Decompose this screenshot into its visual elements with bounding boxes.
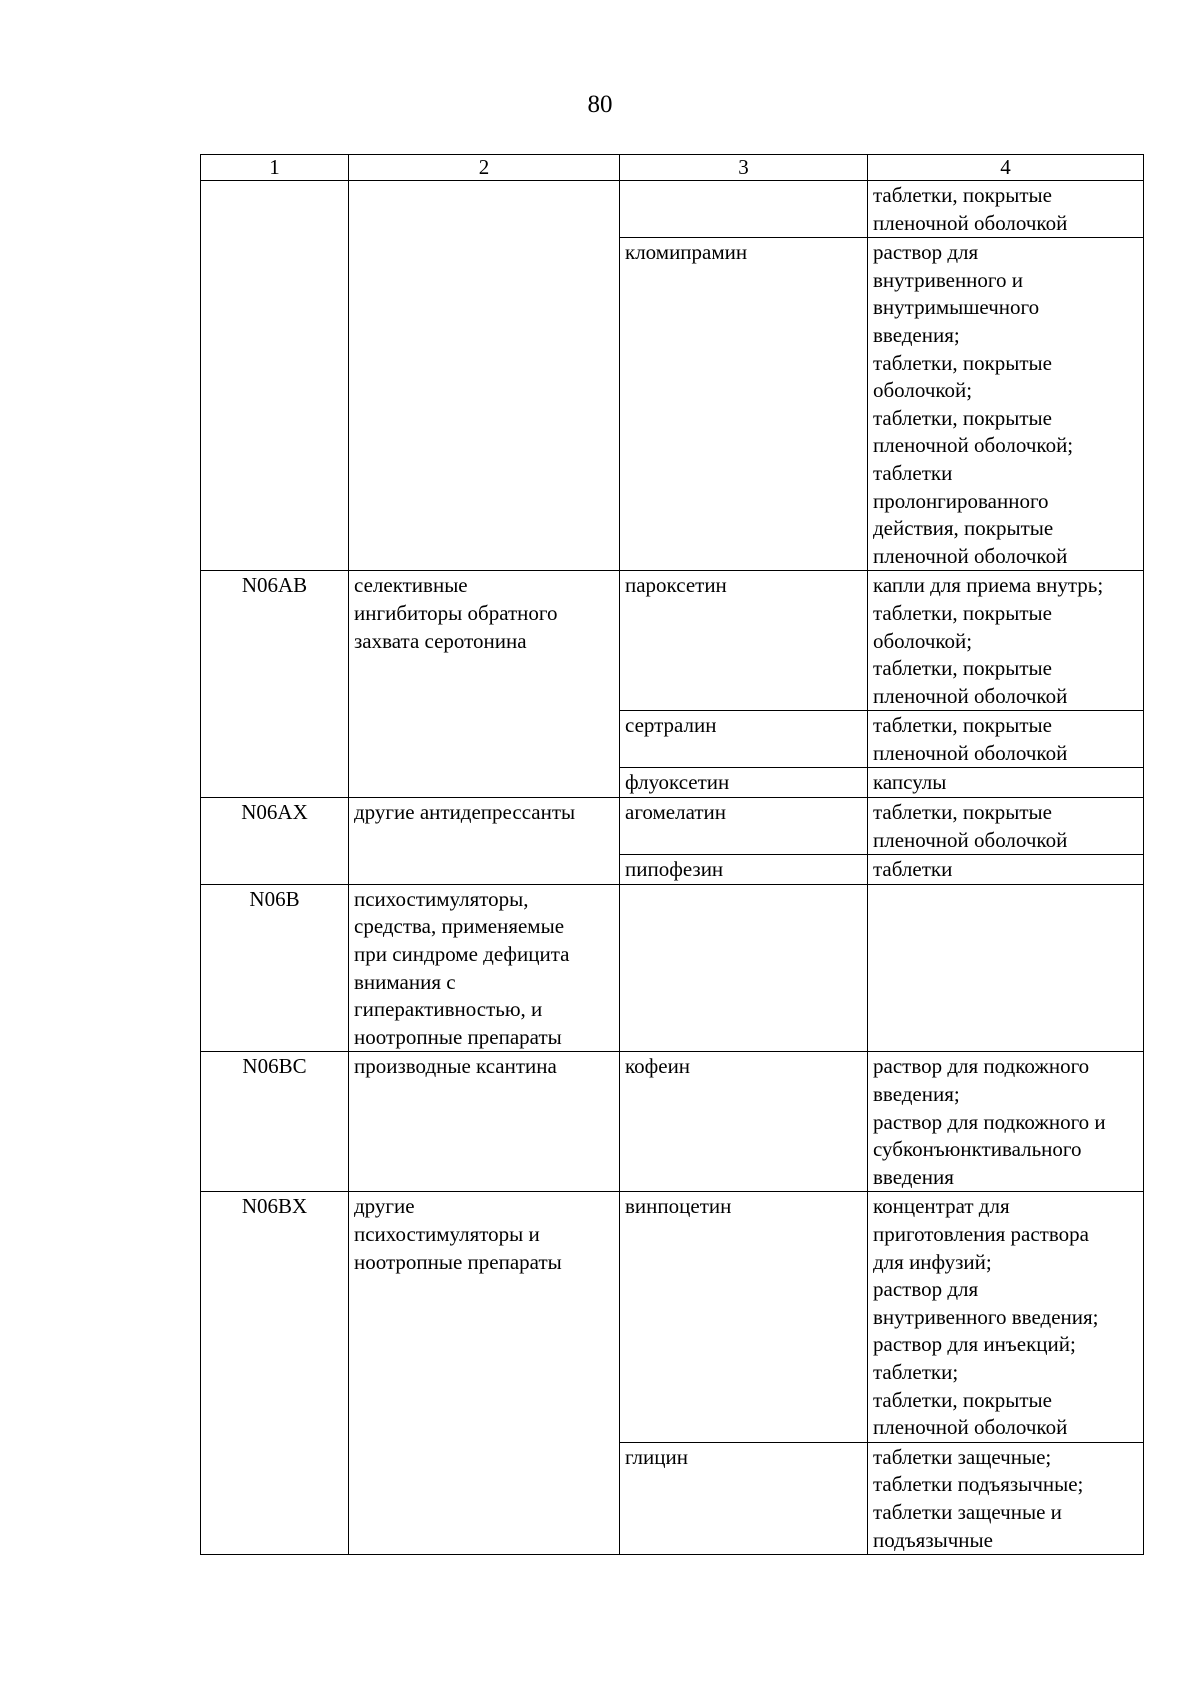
table-body — [201, 155, 1144, 1555]
dosage-form-line: таблетки, покрытые — [873, 800, 1052, 825]
dosage-form-line: таблетки защечные; — [873, 1444, 1052, 1469]
atc-code-cell: N06AB — [201, 571, 349, 798]
dosage-form-line: таблетки, покрытые — [873, 713, 1052, 738]
dosage-form-line: капли для приема внутрь; — [873, 573, 1104, 598]
dosage-form-cell — [868, 711, 1144, 768]
atc-code-cell: N06BX — [201, 1192, 349, 1555]
dosage-form-line: внутримышечного — [873, 295, 1040, 320]
dosage-form-line: действия, покрытые — [873, 516, 1054, 541]
dosage-form-line: пленочной оболочкой — [873, 740, 1068, 765]
group-name-line: другие антидепрессанты — [354, 800, 576, 825]
dosage-form-line: пленочной оболочкой — [873, 543, 1068, 568]
atc-code-cell: N06AX — [201, 798, 349, 885]
dosage-form-line: таблетки, покрытые — [873, 656, 1052, 681]
drug-name-cell: сертралин — [620, 711, 868, 768]
dosage-form-line: пленочной оболочкой; — [873, 433, 1074, 458]
dosage-form-line: таблетки, покрытые — [873, 350, 1052, 375]
dosage-form-line: таблетки — [873, 857, 953, 882]
dosage-form-line: оболочкой; — [873, 378, 973, 403]
group-name-line: средства, применяемые — [354, 914, 565, 939]
table-row — [201, 181, 1144, 238]
dosage-form-cell — [868, 571, 1144, 711]
column-header-3: 3 — [620, 155, 868, 181]
group-name-line: гиперактивностью, и — [354, 997, 543, 1022]
dosage-form-line: концентрат для — [873, 1194, 1010, 1219]
dosage-form-line: введения; — [873, 322, 960, 347]
dosage-form-line: введения — [873, 1164, 954, 1189]
group-name-cell — [349, 571, 620, 798]
table-row — [201, 1052, 1144, 1192]
group-name-cell — [349, 1192, 620, 1555]
dosage-form-line: раствор для подкожного — [873, 1054, 1090, 1079]
dosage-form-line: субконъюнктивального — [873, 1137, 1082, 1162]
dosage-form-line: приготовления раствора — [873, 1221, 1089, 1246]
group-name-line: ноотропные препараты — [354, 1249, 562, 1274]
dosage-form-cell — [868, 768, 1144, 798]
dosage-form-line: внутривенного и — [873, 267, 1023, 292]
table-header-row — [201, 155, 1144, 181]
group-name-line: при синдроме дефицита — [354, 942, 570, 967]
column-header-1: 1 — [201, 155, 349, 181]
drug-name-cell — [620, 884, 868, 1052]
dosage-form-line: введения; — [873, 1082, 960, 1106]
dosage-form-line: пролонгированного — [873, 488, 1049, 513]
dosage-form-line: раствор для — [873, 1277, 979, 1302]
drug-name-cell: кломипрамин — [620, 238, 868, 571]
dosage-form-line: таблетки, покрытые — [873, 1387, 1052, 1412]
drug-name-cell: пароксетин — [620, 571, 868, 711]
dosage-form-cell — [868, 1192, 1144, 1442]
dosage-form-line: раствор для — [873, 240, 979, 265]
dosage-form-line: таблетки, покрытые — [873, 183, 1052, 207]
drug-name-cell: флуоксетин — [620, 768, 868, 798]
group-name-line: психостимуляторы, — [354, 886, 529, 911]
dosage-form-cell — [868, 238, 1144, 571]
group-name-line: захвата серотонина — [354, 628, 527, 653]
dosage-form-line: таблетки — [873, 460, 953, 485]
dosage-form-line: капсулы — [873, 770, 947, 795]
page-number: 80 — [587, 91, 613, 118]
dosage-form-line: таблетки защечные и — [873, 1499, 1062, 1524]
group-name-line: ингибиторы обратного — [354, 600, 558, 625]
group-name-line: ноотропные препараты — [354, 1024, 562, 1049]
dosage-form-cell — [868, 855, 1144, 885]
group-name-line: психостимуляторы и — [354, 1221, 540, 1246]
drug-name-cell: винпоцетин — [620, 1192, 868, 1442]
dosage-form-cell — [868, 1052, 1144, 1192]
dosage-form-line: внутривенного введения; — [873, 1304, 1099, 1329]
atc-code-cell: N06BC — [201, 1052, 349, 1192]
column-header-4: 4 — [868, 155, 1144, 181]
dosage-form-line: пленочной оболочкой — [873, 1415, 1068, 1440]
dosage-form-line: таблетки, покрытые — [873, 600, 1052, 625]
drug-name-cell: агомелатин — [620, 798, 868, 855]
table-row — [201, 798, 1144, 855]
table-row — [201, 884, 1144, 1052]
dosage-form-line: таблетки, покрытые — [873, 405, 1052, 430]
group-name-cell — [349, 1052, 620, 1192]
group-name-line: производные ксантина — [354, 1054, 557, 1079]
column-header-2: 2 — [349, 155, 620, 181]
dosage-form-cell — [868, 1442, 1144, 1554]
dosage-form-line: раствор для подкожного и — [873, 1109, 1106, 1134]
table-row — [201, 1192, 1144, 1442]
medication-table — [200, 154, 1144, 1555]
drug-name-cell — [620, 181, 868, 238]
atc-code-cell: N06B — [201, 884, 349, 1052]
dosage-form-line: пленочной оболочкой — [873, 683, 1068, 708]
group-name-cell — [349, 798, 620, 885]
dosage-form-line: оболочкой; — [873, 628, 973, 653]
table-row — [201, 571, 1144, 711]
dosage-form-cell — [868, 181, 1144, 238]
dosage-form-line: подъязычные — [873, 1527, 993, 1552]
drug-name-cell: пипофезин — [620, 855, 868, 885]
dosage-form-line: пленочной оболочкой — [873, 827, 1068, 852]
drug-name-cell: глицин — [620, 1442, 868, 1554]
dosage-form-line: для инфузий; — [873, 1249, 992, 1274]
dosage-form-line: пленочной оболочкой — [873, 210, 1068, 235]
group-name-cell — [349, 884, 620, 1052]
group-name-cell — [349, 181, 620, 571]
atc-code-cell — [201, 181, 349, 571]
dosage-form-line: таблетки подъязычные; — [873, 1472, 1084, 1497]
group-name-line: внимания с — [354, 969, 456, 994]
group-name-line: селективные — [354, 573, 468, 598]
dosage-form-line: таблетки; — [873, 1359, 959, 1384]
drug-name-cell: кофеин — [620, 1052, 868, 1192]
group-name-line: другие — [354, 1194, 415, 1219]
dosage-form-cell — [868, 884, 1144, 1052]
dosage-form-line: раствор для инъекций; — [873, 1332, 1076, 1357]
dosage-form-cell — [868, 798, 1144, 855]
